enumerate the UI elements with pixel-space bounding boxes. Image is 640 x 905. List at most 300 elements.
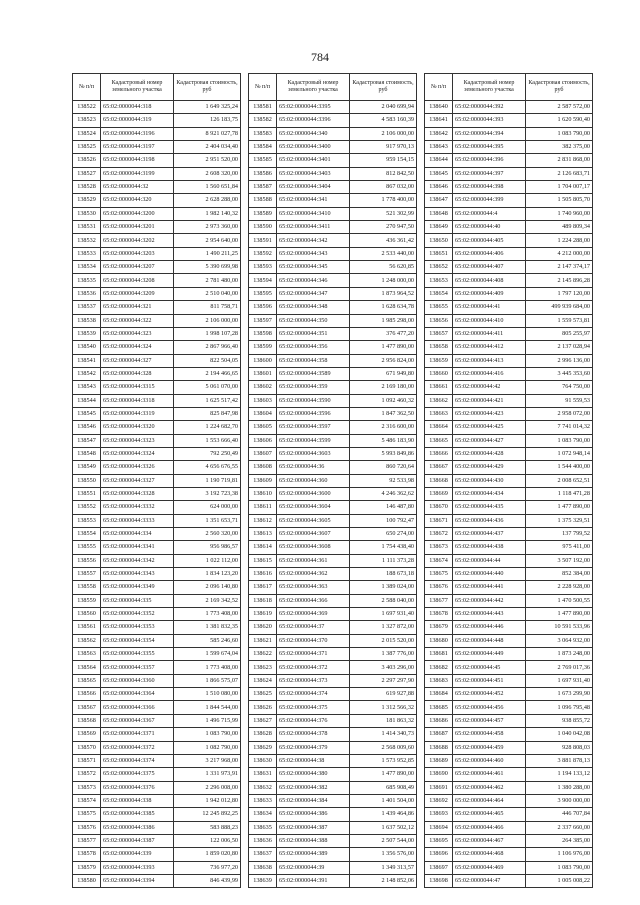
cadastral-number: 65:02:0000044:328 <box>101 367 174 380</box>
cadastral-number: 65:02:0000044:324 <box>101 341 174 354</box>
cadastral-value: 382 375,00 <box>526 141 593 154</box>
cadastral-number: 65:02:0000044:468 <box>453 848 526 861</box>
table-row <box>249 407 417 420</box>
row-number: 138555 <box>73 541 101 554</box>
cadastral-number: 65:02:0000044:3603 <box>277 447 350 460</box>
row-number: 138648 <box>425 207 453 220</box>
cadastral-value: 1 022 112,00 <box>174 554 241 567</box>
cadastral-value: 5 993 849,86 <box>350 447 417 460</box>
row-number: 138536 <box>73 287 101 300</box>
table-row <box>73 101 241 114</box>
row-number: 138603 <box>249 394 277 407</box>
row-number: 138631 <box>249 768 277 781</box>
cadastral-number: 65:02:0000044:366 <box>277 594 350 607</box>
table-row <box>73 661 241 674</box>
cadastral-value: 2 769 017,36 <box>526 661 593 674</box>
table-row <box>73 728 241 741</box>
row-number: 138630 <box>249 754 277 767</box>
cadastral-number: 65:02:0000044:464 <box>453 794 526 807</box>
row-number: 138657 <box>425 327 453 340</box>
cadastral-number: 65:02:0000044:3590 <box>277 394 350 407</box>
row-number: 138535 <box>73 274 101 287</box>
cadastral-value: 1 637 502,12 <box>350 821 417 834</box>
cadastral-value: 2 145 896,28 <box>526 274 593 287</box>
table-row <box>73 394 241 407</box>
cadastral-value: 1 327 872,00 <box>350 621 417 634</box>
header-value: Кадастровая стоимость, руб <box>174 74 241 101</box>
cadastral-number: 65:02:0000044:3396 <box>277 114 350 127</box>
row-number: 138581 <box>249 101 277 114</box>
table-row <box>73 541 241 554</box>
cadastral-value: 852 384,00 <box>526 568 593 581</box>
table-row <box>249 621 417 634</box>
cadastral-value: 499 939 684,00 <box>526 301 593 314</box>
cadastral-value: 181 863,32 <box>350 714 417 727</box>
row-number: 138607 <box>249 447 277 460</box>
cadastral-value: 1 477 890,00 <box>526 501 593 514</box>
cadastral-number: 65:02:0000044:3328 <box>101 487 174 500</box>
cadastral-value: 1 560 651,84 <box>174 181 241 194</box>
cadastral-number: 65:02:0000044:321 <box>101 301 174 314</box>
row-number: 138551 <box>73 487 101 500</box>
cadastral-value: 2 958 072,00 <box>526 407 593 420</box>
cadastral-number: 65:02:0000044:416 <box>453 367 526 380</box>
row-number: 138687 <box>425 728 453 741</box>
cadastral-number: 65:02:0000044:380 <box>277 768 350 781</box>
cadastral-table <box>424 73 593 888</box>
table-row <box>425 581 593 594</box>
cadastral-number: 65:02:0000044:347 <box>277 287 350 300</box>
cadastral-number: 65:02:0000044:41 <box>453 301 526 314</box>
cadastral-value: 2 608 320,00 <box>174 167 241 180</box>
table-row <box>249 381 417 394</box>
row-number: 138661 <box>425 381 453 394</box>
cadastral-number: 65:02:0000044:342 <box>277 234 350 247</box>
table-row <box>249 794 417 807</box>
cadastral-number: 65:02:0000044:3599 <box>277 434 350 447</box>
row-number: 138697 <box>425 861 453 874</box>
cadastral-number: 65:02:0000044:3209 <box>101 287 174 300</box>
cadastral-number: 65:02:0000044:3597 <box>277 421 350 434</box>
cadastral-number: 65:02:0000044:467 <box>453 834 526 847</box>
cadastral-value: 7 741 014,32 <box>526 421 593 434</box>
table-row <box>73 261 241 274</box>
table-row <box>249 541 417 554</box>
row-number: 138602 <box>249 381 277 394</box>
cadastral-number: 65:02:0000044:388 <box>277 834 350 847</box>
table-row <box>73 167 241 180</box>
cadastral-number: 65:02:0000044:322 <box>101 314 174 327</box>
cadastral-number: 65:02:0000044:3333 <box>101 514 174 527</box>
cadastral-number: 65:02:0000044:460 <box>453 754 526 767</box>
row-number: 138656 <box>425 314 453 327</box>
cadastral-value: 1 834 123,20 <box>174 568 241 581</box>
cadastral-number: 65:02:0000044:459 <box>453 741 526 754</box>
table-row <box>249 301 417 314</box>
table-row <box>249 874 417 887</box>
table-row <box>73 234 241 247</box>
row-number: 138674 <box>425 554 453 567</box>
cadastral-number: 65:02:0000044:3385 <box>101 808 174 821</box>
cadastral-value: 1 740 960,00 <box>526 207 593 220</box>
table-row <box>425 741 593 754</box>
cadastral-value: 1 477 890,00 <box>350 341 417 354</box>
cadastral-number: 65:02:0000044:409 <box>453 287 526 300</box>
cadastral-value: 1 510 080,00 <box>174 688 241 701</box>
cadastral-value: 2 951 520,00 <box>174 154 241 167</box>
table-row <box>425 501 593 514</box>
table-row <box>249 594 417 607</box>
table-row <box>73 621 241 634</box>
cadastral-value: 764 750,00 <box>526 381 593 394</box>
cadastral-number: 65:02:0000044:37 <box>277 621 350 634</box>
cadastral-value: 2 973 360,00 <box>174 221 241 234</box>
table-row <box>249 354 417 367</box>
table-row <box>249 674 417 687</box>
cadastral-number: 65:02:0000044:32 <box>101 181 174 194</box>
cadastral-number: 65:02:0000044:430 <box>453 474 526 487</box>
table-row <box>249 688 417 701</box>
cadastral-value: 1 356 576,00 <box>350 848 417 861</box>
table-row <box>425 101 593 114</box>
table-row <box>249 608 417 621</box>
cadastral-number: 65:02:0000044:350 <box>277 314 350 327</box>
cadastral-value: 1 477 890,00 <box>526 608 593 621</box>
table-row <box>425 327 593 340</box>
table-row <box>249 768 417 781</box>
row-number: 138641 <box>425 114 453 127</box>
cadastral-number: 65:02:0000044:3366 <box>101 701 174 714</box>
cadastral-number: 65:02:0000044:384 <box>277 794 350 807</box>
row-number: 138644 <box>425 154 453 167</box>
row-number: 138572 <box>73 768 101 781</box>
table-row <box>425 167 593 180</box>
cadastral-number: 65:02:0000044:3196 <box>101 127 174 140</box>
table-row <box>249 247 417 260</box>
cadastral-value: 1 389 024,00 <box>350 581 417 594</box>
cadastral-number: 65:02:0000044:3400 <box>277 141 350 154</box>
table-row <box>249 154 417 167</box>
cadastral-number: 65:02:0000044:3343 <box>101 568 174 581</box>
cadastral-number: 65:02:0000044:398 <box>453 181 526 194</box>
cadastral-value: 1 773 408,00 <box>174 661 241 674</box>
cadastral-value: 1 505 805,70 <box>526 194 593 207</box>
table-row <box>425 754 593 767</box>
cadastral-number: 65:02:0000044:3201 <box>101 221 174 234</box>
row-number: 138554 <box>73 528 101 541</box>
cadastral-value: 4 246 362,62 <box>350 487 417 500</box>
table-row <box>425 688 593 701</box>
table-row <box>425 874 593 887</box>
cadastral-number: 65:02:0000044:397 <box>453 167 526 180</box>
table-row <box>425 674 593 687</box>
cadastral-number: 65:02:0000044:429 <box>453 461 526 474</box>
page-number: 784 <box>311 50 329 64</box>
cadastral-value: 1 118 471,28 <box>526 487 593 500</box>
table-row <box>73 528 241 541</box>
table-row <box>425 194 593 207</box>
cadastral-value: 3 403 296,00 <box>350 661 417 674</box>
row-number: 138626 <box>249 701 277 714</box>
table-row <box>425 861 593 874</box>
cadastral-number: 65:02:0000044:3199 <box>101 167 174 180</box>
cadastral-value: 2 954 640,00 <box>174 234 241 247</box>
table-row <box>73 367 241 380</box>
cadastral-value: 1 697 931,40 <box>350 608 417 621</box>
cadastral-number: 65:02:0000044:39 <box>277 861 350 874</box>
cadastral-value: 1 477 890,00 <box>350 768 417 781</box>
table-row <box>249 821 417 834</box>
table-row <box>249 367 417 380</box>
table-row <box>249 474 417 487</box>
row-number: 138525 <box>73 141 101 154</box>
header-cadastral: Кадастровый номер земельного участка <box>277 74 350 101</box>
cadastral-number: 65:02:0000044:3404 <box>277 181 350 194</box>
table-row <box>425 341 593 354</box>
row-number: 138582 <box>249 114 277 127</box>
cadastral-value: 1 704 007,17 <box>526 181 593 194</box>
table-row <box>249 754 417 767</box>
table-row <box>425 701 593 714</box>
cadastral-number: 65:02:0000044:3604 <box>277 501 350 514</box>
row-number: 138541 <box>73 354 101 367</box>
table-row <box>425 608 593 621</box>
cadastral-number: 65:02:0000044:45 <box>453 661 526 674</box>
cadastral-number: 65:02:0000044:3326 <box>101 461 174 474</box>
cadastral-number: 65:02:0000044:372 <box>277 661 350 674</box>
cadastral-value: 1 401 504,00 <box>350 794 417 807</box>
row-number: 138637 <box>249 848 277 861</box>
cadastral-number: 65:02:0000044:3349 <box>101 581 174 594</box>
table-row <box>73 568 241 581</box>
cadastral-value: 2 008 652,51 <box>526 474 593 487</box>
row-number: 138532 <box>73 234 101 247</box>
cadastral-value: 100 792,47 <box>350 514 417 527</box>
cadastral-number: 65:02:0000044:359 <box>277 381 350 394</box>
table-row <box>249 434 417 447</box>
table-row <box>73 181 241 194</box>
cadastral-value: 1 375 329,51 <box>526 514 593 527</box>
table-body <box>73 101 241 888</box>
cadastral-value: 1 083 790,00 <box>526 127 593 140</box>
row-number: 138592 <box>249 247 277 260</box>
table-row <box>425 234 593 247</box>
table-row <box>73 421 241 434</box>
cadastral-number: 65:02:0000044:386 <box>277 808 350 821</box>
cadastral-value: 1 005 008,22 <box>526 874 593 887</box>
cadastral-value: 671 949,80 <box>350 367 417 380</box>
row-number: 138545 <box>73 407 101 420</box>
table-row <box>425 407 593 420</box>
header-num: № п/п <box>249 74 277 101</box>
row-number: 138639 <box>249 874 277 887</box>
row-number: 138608 <box>249 461 277 474</box>
row-number: 138569 <box>73 728 101 741</box>
table-row <box>249 634 417 647</box>
row-number: 138546 <box>73 421 101 434</box>
row-number: 138625 <box>249 688 277 701</box>
cadastral-value: 938 855,72 <box>526 714 593 727</box>
table-row <box>73 447 241 460</box>
cadastral-value: 3 507 192,00 <box>526 554 593 567</box>
cadastral-number: 65:02:0000044:3403 <box>277 167 350 180</box>
cadastral-number: 65:02:0000044:335 <box>101 594 174 607</box>
table-row <box>425 354 593 367</box>
cadastral-value: 8 921 027,78 <box>174 127 241 140</box>
row-number: 138646 <box>425 181 453 194</box>
row-number: 138579 <box>73 861 101 874</box>
cadastral-number: 65:02:0000044:382 <box>277 781 350 794</box>
cadastral-value: 1 873 248,00 <box>526 648 593 661</box>
cadastral-value: 805 255,97 <box>526 327 593 340</box>
cadastral-value: 2 781 480,00 <box>174 274 241 287</box>
table-row <box>249 781 417 794</box>
row-number: 138628 <box>249 728 277 741</box>
cadastral-number: 65:02:0000044:371 <box>277 648 350 661</box>
row-number: 138660 <box>425 367 453 380</box>
row-number: 138695 <box>425 834 453 847</box>
cadastral-value: 1 106 976,00 <box>526 848 593 861</box>
cadastral-value: 12 245 892,25 <box>174 808 241 821</box>
row-number: 138543 <box>73 381 101 394</box>
cadastral-value: 1 040 042,08 <box>526 728 593 741</box>
table-row <box>249 514 417 527</box>
table-row <box>425 314 593 327</box>
row-number: 138624 <box>249 674 277 687</box>
table-row <box>73 608 241 621</box>
row-number: 138619 <box>249 608 277 621</box>
cadastral-number: 65:02:0000044:395 <box>453 141 526 154</box>
cadastral-value: 1 754 438,40 <box>350 541 417 554</box>
table-row <box>425 714 593 727</box>
cadastral-number: 65:02:0000044:3341 <box>101 541 174 554</box>
row-number: 138670 <box>425 501 453 514</box>
cadastral-value: 811 758,71 <box>174 301 241 314</box>
row-number: 138591 <box>249 234 277 247</box>
row-number: 138632 <box>249 781 277 794</box>
table-row <box>73 554 241 567</box>
row-number: 138597 <box>249 314 277 327</box>
table-row <box>425 848 593 861</box>
row-number: 138653 <box>425 274 453 287</box>
cadastral-value: 1 628 634,78 <box>350 301 417 314</box>
row-number: 138645 <box>425 167 453 180</box>
table-row <box>73 461 241 474</box>
cadastral-number: 65:02:0000044:3207 <box>101 261 174 274</box>
cadastral-number: 65:02:0000044:338 <box>101 794 174 807</box>
cadastral-value: 1 773 408,00 <box>174 608 241 621</box>
cadastral-number: 65:02:0000044:3410 <box>277 207 350 220</box>
cadastral-value: 1 414 340,73 <box>350 728 417 741</box>
table-row <box>425 394 593 407</box>
row-number: 138596 <box>249 301 277 314</box>
cadastral-number: 65:02:0000044:334 <box>101 528 174 541</box>
row-number: 138685 <box>425 701 453 714</box>
cadastral-value: 917 970,13 <box>350 141 417 154</box>
cadastral-value: 1 985 298,00 <box>350 314 417 327</box>
cadastral-value: 376 477,20 <box>350 327 417 340</box>
cadastral-value: 2 169 342,52 <box>174 594 241 607</box>
table-row <box>73 781 241 794</box>
row-number: 138677 <box>425 594 453 607</box>
cadastral-number: 65:02:0000044:446 <box>453 621 526 634</box>
table-row <box>73 688 241 701</box>
cadastral-number: 65:02:0000044:369 <box>277 608 350 621</box>
table-row <box>425 794 593 807</box>
cadastral-number: 65:02:0000044:456 <box>453 701 526 714</box>
cadastral-number: 65:02:0000044:3357 <box>101 661 174 674</box>
row-number: 138548 <box>73 447 101 460</box>
cadastral-value: 2 106 000,00 <box>174 314 241 327</box>
cadastral-number: 65:02:0000044:469 <box>453 861 526 874</box>
cadastral-value: 489 809,34 <box>526 221 593 234</box>
cadastral-number: 65:02:0000044:3364 <box>101 688 174 701</box>
row-number: 138690 <box>425 768 453 781</box>
cadastral-number: 65:02:0000044:465 <box>453 808 526 821</box>
table-row <box>249 287 417 300</box>
cadastral-number: 65:02:0000044:339 <box>101 848 174 861</box>
row-number: 138618 <box>249 594 277 607</box>
row-number: 138575 <box>73 808 101 821</box>
table-row <box>249 447 417 460</box>
row-number: 138636 <box>249 834 277 847</box>
cadastral-value: 91 559,53 <box>526 394 593 407</box>
cadastral-value: 975 411,00 <box>526 541 593 554</box>
table-row <box>249 487 417 500</box>
table-row <box>425 274 593 287</box>
row-number: 138663 <box>425 407 453 420</box>
row-number: 138570 <box>73 741 101 754</box>
cadastral-number: 65:02:0000044:406 <box>453 247 526 260</box>
table-row <box>249 714 417 727</box>
table-row <box>425 434 593 447</box>
table-row <box>425 541 593 554</box>
cadastral-value: 2 296 008,00 <box>174 781 241 794</box>
table-row <box>425 247 593 260</box>
row-number: 138598 <box>249 327 277 340</box>
cadastral-value: 685 908,49 <box>350 781 417 794</box>
cadastral-value: 1 194 133,12 <box>526 768 593 781</box>
cadastral-value: 1 439 464,86 <box>350 808 417 821</box>
row-number: 138633 <box>249 794 277 807</box>
table-row <box>425 127 593 140</box>
cadastral-value: 1 844 544,00 <box>174 701 241 714</box>
header-num: № п/п <box>73 74 101 101</box>
cadastral-number: 65:02:0000044:327 <box>101 354 174 367</box>
cadastral-value: 736 977,20 <box>174 861 241 874</box>
row-number: 138589 <box>249 207 277 220</box>
table-row <box>249 221 417 234</box>
row-number: 138640 <box>425 101 453 114</box>
cadastral-value: 2 831 868,00 <box>526 154 593 167</box>
cadastral-number: 65:02:0000044:428 <box>453 447 526 460</box>
table-column-1 <box>72 73 241 888</box>
cadastral-value: 1 096 795,48 <box>526 701 593 714</box>
cadastral-value: 2 588 040,00 <box>350 594 417 607</box>
table-row <box>249 181 417 194</box>
cadastral-value: 1 873 964,52 <box>350 287 417 300</box>
cadastral-number: 65:02:0000044:394 <box>453 127 526 140</box>
table-row <box>425 367 593 380</box>
row-number: 138675 <box>425 568 453 581</box>
cadastral-number: 65:02:0000044:3374 <box>101 754 174 767</box>
cadastral-number: 65:02:0000044:378 <box>277 728 350 741</box>
table-row <box>73 794 241 807</box>
row-number: 138557 <box>73 568 101 581</box>
table-row <box>73 501 241 514</box>
table-row <box>73 407 241 420</box>
row-number: 138529 <box>73 194 101 207</box>
